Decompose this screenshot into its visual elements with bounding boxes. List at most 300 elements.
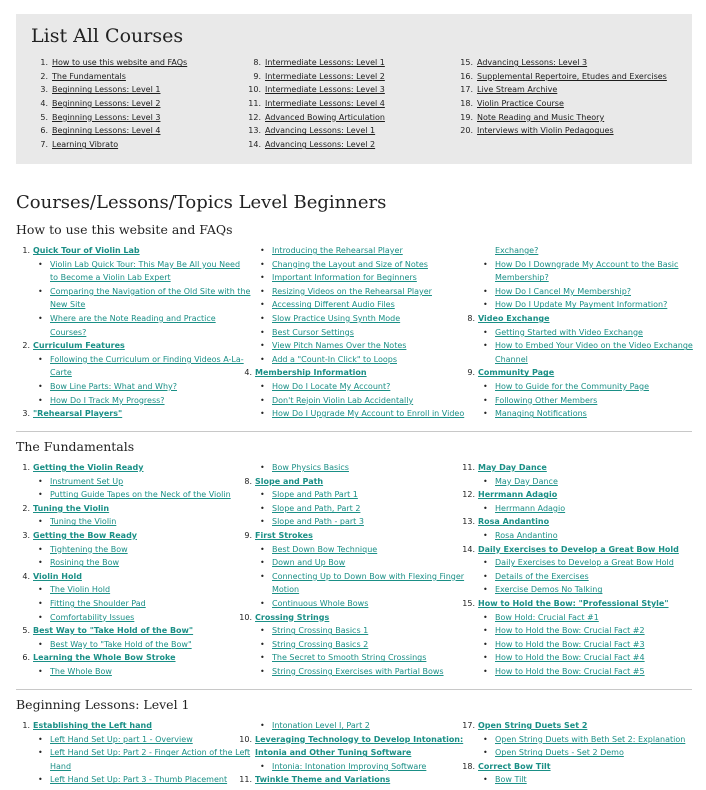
lesson-item [16,543,246,557]
topic-link[interactable]: Leveraging Technology to Develop Intonation: [255,734,464,744]
lesson-link[interactable]: Intonia: Intonation Improving Software [272,761,427,771]
lesson-item [16,285,251,299]
topic-number: 1. [22,463,30,472]
bullet-icon: • [38,544,43,554]
lesson-link[interactable]: Continuous Whole Bows [272,598,369,608]
bullet-icon: • [38,585,43,595]
topic-number: 6. [22,653,30,663]
bullet-icon: • [38,259,43,269]
course-list-item [243,124,385,138]
course-number: 10. [248,85,261,95]
topic-link[interactable]: First Strokes [255,530,313,540]
lesson-item [238,394,468,408]
course-list-item [30,111,187,125]
lesson-link[interactable]: Changing the Layout and Size of Notes [272,259,428,269]
lesson-link[interactable]: Bow Line Parts: What and Why? [50,381,177,391]
lesson-item [461,339,696,353]
lesson-item [238,556,468,570]
section-divider [16,431,692,432]
topic-number: 3. [22,409,30,419]
topic-number: 11. [239,775,252,785]
topic-number: 17. [462,721,475,730]
bullet-icon: • [260,558,265,568]
course-link[interactable]: Beginning Lessons: Level 3 [52,112,161,122]
bullet-icon: • [483,476,488,486]
course-number: 2. [40,71,48,81]
lesson-link[interactable]: How to Hold the Bow: Crucial Fact #5 [495,666,645,676]
bullet-icon: • [260,300,265,310]
course-link[interactable]: Advanced Bowing Articulation [265,112,385,122]
lesson-link[interactable]: Hand [50,761,72,771]
lesson-link[interactable]: Rosa Andantino [495,530,558,540]
course-list-item [30,138,187,152]
course-link[interactable]: Intermediate Lessons: Level 2 [265,71,385,81]
lesson-link[interactable]: The Secret to Smooth String Crossings [272,653,427,663]
lesson-item [461,733,696,747]
course-list-item [243,138,385,152]
bullet-icon: • [38,598,43,608]
lesson-link[interactable]: Membership? [495,273,549,283]
course-link[interactable]: Beginning Lessons: Level 4 [52,126,161,136]
course-link[interactable]: Advancing Lessons: Level 1 [265,126,376,136]
lesson-item-continued [16,271,246,285]
bullet-icon: • [483,612,488,622]
course-number: 5. [40,112,48,122]
lesson-item [238,258,468,272]
lesson-item [461,475,696,489]
bullet-icon: • [38,748,43,758]
topic-number: 2. [22,341,30,351]
bullet-icon: • [260,246,265,255]
beginning-level-1-column-2 [238,719,468,787]
lesson-item-continued [16,298,246,312]
lesson-item [238,244,468,258]
lesson-link[interactable]: How to Embed Your Video on the Video Exchange [495,341,693,351]
faqs-column-2 [238,244,468,421]
page-title: Courses/Lessons/Topics Level Beginners [16,192,387,213]
topic-item [238,366,468,380]
course-link[interactable]: Live Stream Archive [477,85,558,95]
topic-link[interactable]: Getting the Bow Ready [33,530,138,540]
lesson-link[interactable]: Best Down Bow Technique [272,544,378,554]
bullet-icon: • [483,585,488,595]
lesson-link[interactable]: Channel [495,354,528,364]
lesson-link[interactable]: Open String Duets - Set 2 Demo [495,748,624,758]
topic-number: 8. [467,313,475,323]
lesson-item [238,624,468,638]
bullet-icon: • [260,517,265,527]
lesson-item [16,597,246,611]
topic-link[interactable]: Violin Hold [33,571,82,581]
topic-link[interactable]: Quick Tour of Violin Lab [33,246,140,255]
topic-link[interactable]: Open String Duets Set 2 [478,721,588,730]
topic-item [238,529,468,543]
bullet-icon: • [260,598,265,608]
fundamentals-column-2 [238,461,468,679]
lesson-link[interactable]: Motion [272,585,300,595]
topic-link[interactable]: Best Way to "Take Hold of the Bow" [33,626,194,636]
lesson-link[interactable]: How Do I Locate My Account? [272,381,391,391]
topic-item [16,570,246,584]
lesson-link[interactable]: The Violin Hold [50,585,111,595]
topic-link[interactable]: Crossing Strings [255,612,330,622]
lesson-link[interactable]: Bow Physics Basics [272,463,349,472]
lesson-link[interactable]: Details of the Exercises [495,571,589,581]
bullet-icon: • [260,327,265,337]
lesson-link[interactable]: Slope and Path, Part 2 [272,503,361,513]
lesson-link[interactable]: Herrmann Adagio [495,503,566,513]
topic-item-continued [238,746,468,760]
topic-link[interactable]: Getting the Violin Ready [33,463,144,472]
lesson-item [16,556,246,570]
lesson-link[interactable]: Putting Guide Tapes on the Neck of the Violin [50,490,231,500]
course-number: 8. [253,58,261,67]
bullet-icon: • [38,381,43,391]
course-link[interactable]: Note Reading and Music Theory [477,112,605,122]
topic-item [238,773,468,787]
lesson-item-continued [16,760,246,774]
course-number: 4. [40,99,48,109]
lesson-link[interactable]: Slope and Path Part 1 [272,490,358,500]
topic-item [461,719,696,733]
topic-link[interactable]: Daily Exercises to Develop a Great Bow Hold [478,544,679,554]
course-list-item [455,83,667,97]
lesson-link[interactable]: Accessing Different Audio Files [272,300,395,310]
lesson-link[interactable]: Exercise Demos No Talking [495,585,603,595]
lesson-item [461,285,696,299]
bullet-icon: • [38,558,43,568]
course-link[interactable]: Violin Practice Course [477,99,564,109]
lesson-item [238,312,468,326]
course-number: 3. [40,85,48,95]
topic-item [461,760,696,774]
lesson-link[interactable]: Resizing Videos on the Rehearsal Player [272,286,432,296]
course-list-column-1 [30,56,187,152]
bullet-icon: • [38,775,43,785]
topic-item [16,407,246,421]
lesson-item [16,611,246,625]
course-number: 15. [460,58,473,67]
course-list-item [30,70,187,84]
lesson-item [16,353,246,367]
lesson-link[interactable]: How Do I Downgrade My Account to the Basic [495,259,679,269]
lesson-item [238,515,468,529]
fundamentals-column-3 [461,461,696,679]
topic-link[interactable]: Video Exchange [478,313,550,323]
lesson-link[interactable]: Following the Curriculum or Finding Videos A-La- [50,354,244,364]
lesson-link[interactable]: Bow Tilt [495,775,527,785]
topic-item [16,502,246,516]
lesson-item [238,407,468,421]
topic-link[interactable]: Correct Bow Tilt [478,761,551,771]
course-list-item [243,56,385,70]
course-number: 17. [460,85,473,95]
lesson-item [238,271,468,285]
bullet-icon: • [260,313,265,323]
topic-item [238,733,468,747]
bullet-icon: • [483,327,488,337]
lesson-link[interactable]: Comfortability Issues [50,612,135,622]
topic-link[interactable]: Intonia and Other Tuning Software [255,748,412,758]
lesson-item [238,339,468,353]
lesson-link[interactable]: Intonation Level I, Part 2 [272,721,370,730]
lesson-item [238,353,468,367]
topic-item [238,611,468,625]
lesson-link[interactable]: Left Hand Set Up: part 1 - Overview [50,734,193,744]
topic-link[interactable]: How to Hold the Bow: "Professional Style" [478,598,669,608]
lesson-item [461,611,696,625]
lesson-item [238,665,468,679]
lesson-item [16,380,246,394]
lesson-link[interactable]: How Do I Track My Progress? [50,395,165,405]
lesson-link[interactable]: Connecting Up to Down Bow with Flexing Finger [272,571,465,581]
topic-link[interactable]: Rosa Andantino [478,517,550,527]
lesson-link[interactable]: How Do I Upgrade My Account to Enroll in Video [272,409,465,419]
lesson-item-continued [16,366,246,380]
topic-link[interactable]: Slope and Path [255,476,324,486]
lesson-item [461,651,696,665]
lesson-item [461,773,696,787]
bullet-icon: • [483,503,488,513]
course-list-item [455,124,667,138]
course-number: 19. [460,112,473,122]
topic-link[interactable]: May Day Dance [478,463,547,472]
course-link[interactable]: Advancing Lessons: Level 2 [265,140,376,150]
lesson-link[interactable]: How to Hold the Bow: Crucial Fact #2 [495,626,645,636]
topic-item [461,488,696,502]
lesson-link[interactable]: Slow Practice Using Synth Mode [272,313,401,323]
lesson-item [461,624,696,638]
topic-item [461,543,696,557]
lesson-link[interactable]: Getting Started with Video Exchange [495,327,643,337]
lesson-item [461,326,696,340]
course-number: 13. [248,126,261,136]
lesson-item [461,380,696,394]
bullet-icon: • [483,734,488,744]
lesson-link[interactable]: Managing Notifications [495,409,587,419]
topic-item [16,529,246,543]
topic-item [461,312,696,326]
lesson-item [238,597,468,611]
topic-item [461,515,696,529]
bullet-icon: • [483,530,488,540]
bullet-icon: • [38,354,43,364]
course-list-item [30,124,187,138]
bullet-icon: • [483,300,488,310]
lesson-item-continued [461,271,696,285]
lesson-item [16,583,246,597]
lesson-link[interactable]: String Crossing Basics 2 [272,639,369,649]
course-link[interactable]: How to use this website and FAQs [52,58,188,67]
lesson-link[interactable]: Bow Hold: Crucial Fact #1 [495,612,599,622]
topic-number: 1. [22,246,30,255]
lesson-link[interactable]: The Whole Bow [50,666,112,676]
bullet-icon: • [260,463,265,472]
lesson-item [16,746,251,760]
topic-item [16,651,246,665]
topic-link[interactable]: Learning the Whole Bow Stroke [33,653,176,663]
course-list-item [243,70,385,84]
lesson-link[interactable]: Introducing the Rehearsal Player [272,246,403,255]
section-title-fundamentals: The Fundamentals [16,439,135,454]
topic-number: 2. [22,503,30,513]
course-link[interactable]: Intermediate Lessons: Level 3 [265,85,385,95]
lesson-link[interactable]: Important Information for Beginners [272,273,417,283]
lesson-item [461,502,696,516]
course-link[interactable]: The Fundamentals [52,71,126,81]
topic-number: 9. [244,530,252,540]
course-number: 1. [40,58,48,67]
lesson-item [238,638,468,652]
lesson-link[interactable]: Best Cursor Settings [272,327,354,337]
lesson-link[interactable]: Exchange? [495,246,539,255]
lesson-link[interactable]: How Do I Update My Payment Information? [495,300,668,310]
lesson-link[interactable]: Courses? [50,327,87,337]
lesson-link[interactable]: Where are the Note Reading and Practice [50,313,216,323]
lesson-item [16,488,246,502]
lesson-link[interactable]: Tightening the Bow [50,544,128,554]
course-list-item [455,56,667,70]
bullet-icon: • [260,571,265,581]
lesson-link[interactable]: String Crossing Basics 1 [272,626,369,636]
course-list-title: List All Courses [31,25,184,47]
course-link[interactable]: Intermediate Lessons: Level 4 [265,99,385,109]
course-number: 12. [248,112,261,122]
lesson-link[interactable]: Slope and Path - part 3 [272,517,364,527]
topic-link[interactable]: Community Page [478,368,555,378]
bullet-icon: • [483,259,488,269]
topic-link[interactable]: Twinkle Theme and Variations [255,775,391,785]
lesson-item [238,285,468,299]
course-link[interactable]: Interviews with Violin Pedagogues [477,126,614,136]
lesson-link[interactable]: Violin Lab Quick Tour: This May Be All you Need [50,259,241,269]
lesson-link[interactable]: Following Other Members [495,395,598,405]
bullet-icon: • [260,653,265,663]
lesson-link[interactable]: How Do I Cancel My Membership? [495,286,632,296]
topic-number: 3. [22,530,30,540]
lesson-item [461,583,696,597]
bullet-icon: • [260,639,265,649]
course-link[interactable]: Supplemental Repertoire, Etudes and Exercises [477,71,667,81]
lesson-item [16,665,246,679]
topic-link[interactable]: Herrmann Adagio [478,490,558,500]
lesson-link[interactable]: Carte [50,368,72,378]
topic-link[interactable]: Curriculum Features [33,341,125,351]
bullet-icon: • [38,395,43,405]
lesson-link[interactable]: New Site [50,300,86,310]
faqs-column-1 [16,244,251,421]
bullet-icon: • [260,286,265,296]
lesson-link[interactable]: to Become a Violin Lab Expert [50,273,171,283]
bullet-icon: • [260,721,265,730]
lesson-link[interactable]: Down and Up Bow [272,558,346,568]
course-number: 11. [248,99,261,109]
lesson-link[interactable]: Add a "Count-In Click" to Loops [272,354,397,364]
course-list-column-3 [455,56,667,138]
bullet-icon: • [483,341,488,351]
bullet-icon: • [260,490,265,500]
lesson-link[interactable]: Tuning the Violin [50,517,117,527]
lesson-link[interactable]: Rosining the Bow [50,558,120,568]
bullet-icon: • [260,273,265,283]
lesson-item [238,461,468,475]
topic-number: 9. [467,368,475,378]
bullet-icon: • [38,734,43,744]
lesson-link[interactable]: View Pitch Names Over the Notes [272,341,407,351]
bullet-icon: • [260,259,265,269]
lesson-link[interactable]: Don't Rejoin Violin Lab Accidentally [272,395,414,405]
bullet-icon: • [483,286,488,296]
topic-number: 13. [462,517,475,527]
bullet-icon: • [38,612,43,622]
topic-number: 18. [462,761,475,771]
lesson-item [461,746,696,760]
topic-number: 5. [22,626,30,636]
topic-link[interactable]: Membership Information [255,368,367,378]
course-link[interactable]: Beginning Lessons: Level 1 [52,85,161,95]
topic-number: 4. [22,571,30,581]
lesson-link[interactable]: Open String Duets with Beth Set 2: Explanation [495,734,686,744]
bullet-icon: • [483,653,488,663]
lesson-link[interactable]: May Day Dance [495,476,558,486]
lesson-link[interactable]: Left Hand Set Up: Part 3 - Thumb Placement [50,775,228,785]
lesson-item [461,258,696,272]
lesson-link[interactable]: How to Guide for the Community Page [495,381,650,391]
topic-item [461,366,696,380]
lesson-item [238,488,468,502]
lesson-link[interactable]: Daily Exercises to Develop a Great Bow Hold [495,558,674,568]
lesson-item [461,298,696,312]
section-divider [16,689,692,690]
lesson-item [16,733,246,747]
lesson-item [238,298,468,312]
lesson-link[interactable]: String Crossing Exercises with Partial Bows [272,666,444,676]
course-link[interactable]: Learning Vibrato [52,140,119,150]
lesson-item [238,380,468,394]
lesson-link[interactable]: Instrument Set Up [50,476,124,486]
lesson-item [238,760,468,774]
bullet-icon: • [38,639,43,649]
lesson-item [238,543,468,557]
topic-link[interactable]: Establishing the Left hand [33,721,152,730]
topic-link[interactable]: Tuning the Violin [33,503,110,513]
bullet-icon: • [483,626,488,636]
lesson-link[interactable]: How to Hold the Bow: Crucial Fact #4 [495,653,645,663]
course-link[interactable]: Advancing Lessons: Level 3 [477,58,588,67]
course-number: 20. [460,126,473,136]
course-link[interactable]: Intermediate Lessons: Level 1 [265,58,385,67]
course-list-item [243,111,385,125]
bullet-icon: • [483,409,488,419]
topic-item [461,461,696,475]
course-list-item [30,83,187,97]
lesson-item-continued [461,353,696,367]
lesson-link[interactable]: Fitting the Shoulder Pad [50,598,146,608]
course-link[interactable]: Beginning Lessons: Level 2 [52,99,161,109]
section-title-beginning-level-1: Beginning Lessons: Level 1 [16,697,190,712]
lesson-link[interactable]: Left Hand Set Up: Part 2 - Finger Action of the Left [50,748,251,758]
topic-item [461,597,696,611]
bullet-icon: • [38,490,43,500]
topic-link[interactable]: "Rehearsal Players" [33,409,123,419]
lesson-link[interactable]: How to Hold the Bow: Crucial Fact #3 [495,639,645,649]
lesson-link[interactable]: Comparing the Navigation of the Old Site with the [50,286,251,296]
bullet-icon: • [260,503,265,513]
lesson-link[interactable]: Best Way to "Take Hold of the Bow" [50,639,192,649]
topic-number: 10. [239,734,252,744]
course-list-item [455,97,667,111]
course-list-item [455,70,667,84]
